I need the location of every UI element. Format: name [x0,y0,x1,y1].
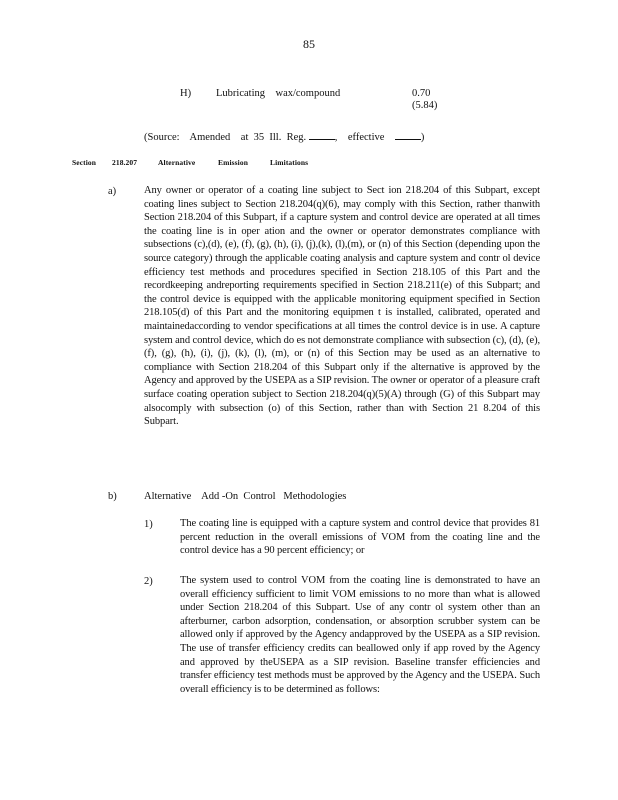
table-row-value: 0.70 [412,88,431,99]
item-1-text: The coating line is equipped with a capture system and control device that provides 81 percent reduction in the overall emissions of VOM from the coating line and the control device has a 90 percent efficiency; or [180,518,540,557]
table-row-label: H) [180,88,192,99]
item-2-label: 2) [144,576,153,587]
section-label: Section [72,158,97,167]
section-title-word-2: Emission [218,158,248,167]
page-number: 85 [303,37,315,51]
section-number: 218.207 [112,158,138,167]
source-note-prefix: (Source: Amended at 35 Ill. Reg. [144,132,307,143]
subsection-a-label: a) [108,186,117,197]
source-note [144,129,424,144]
item-2-text: The system used to control VOM from the coating line is demonstrated to have an overall efficiency sufficient to limit VOM emissions to no more than what is allowed under Section 218.204 of this Subpart. Use of any contr ol system other than an afterburner, carbon adsorption, condensation, or absorption scrubber system can be allowed only if approved by the Agency andapproved by the USEPA as a SIP revision. The use of transfer efficiency credits can beallowed only if app roved by the Agency and approved by theUSEPA as a SIP revision. Baseline transfer efficiencies and transfer efficiency test methods must be approved by the Agency and the USEPA. Such overall efficiency is to be determined as follows: [180,575,540,695]
table-row-item: Lubricating wax/compound [216,88,341,99]
section-title-word-1: Alternative [158,158,196,167]
item-1-label: 1) [144,519,153,530]
blank-line [395,129,421,140]
blank-line [309,129,335,140]
source-note-suffix: ) [420,132,425,143]
subsection-b-heading: Alternative Add -On Control Methodologies [144,491,347,502]
section-title-word-3: Limitations [270,158,309,167]
table-row-value-alt: (5.84) [412,100,438,111]
subsection-a-text: Any owner or operator of a coating line subject to Sect ion 218.204 of this Subpart, except coating lines subject to Section 218.204(q)(6), may comply with this Section, rather thanwith Section 218.204 of this Subpart, if a capture system and control device are operated at all times the coating line is in oper ation and the owner or operator demonstrates compliance with subsections (c),(d), (e), (f), (g), (h), (i), (j),(k), (l),(m), or (n) of this Section (depending upon the source category) through the applicable coating analysis and capture system and contr ol device efficiency test methods and procedures specified in Section 218.105 of this Part and the recordkeeping andreporting requirements specified in Section 218.211(e) of this Subpart; and the control device is equipped with the applicable monitoring equipment specified in Section 218.105(d) of this Part and the monitoring equipmen t is installed, calibrated, operated and maintainedaccording to vendor specifications at all times the control device is in use. A capture system and control device, which do es not demonstrate compliance with subsection (c), (d), (e), (f), (g), (h), (i), (j), (k), (l), (m), or (n) of this Section may be used as an alternative to compliance with Section 218.204 of this Subpart only if the alternative is approved by the Agency and approved by the USEPA as a SIP revision. The owner or operator of a pleasure craft surface coating operation subject to Section 218.204(q)(5)(A) through (G) of this Subpart may alsocomply with subsection (o) of this Section, rather than with Section 21 8.204 of this Subpart. [144,185,540,428]
source-note-middle: , effective [334,132,385,143]
subsection-b-label: b) [108,491,117,502]
